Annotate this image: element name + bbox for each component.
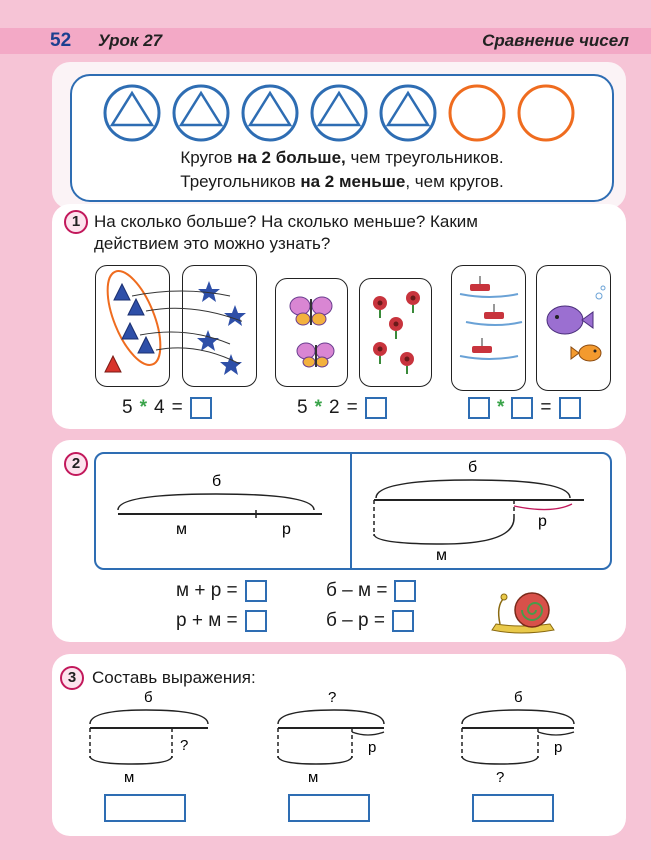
- task-1-number: 1: [64, 210, 88, 234]
- right-segment-diagram: [352, 454, 610, 568]
- lesson-title: Урок 27: [98, 31, 163, 50]
- fish-icon: [571, 345, 601, 361]
- matching-arrows: [132, 284, 242, 364]
- segment-diagram-1: [84, 686, 214, 786]
- snail-illustration: [490, 586, 556, 636]
- diagram-label-top: б: [514, 689, 523, 706]
- equation-r-plus-m: р + м =: [176, 610, 267, 632]
- intro-rule-box: [70, 74, 614, 202]
- task-1-text: На сколько больше? На сколько меньше? Каким действием это можно узнать?: [94, 212, 478, 253]
- answer-box[interactable]: [190, 397, 212, 419]
- butterflies-card: [275, 278, 348, 387]
- butterflies-illustration: [276, 279, 347, 386]
- flower-icon: [389, 317, 403, 339]
- diagram-label-bottom: м: [124, 769, 135, 786]
- butterfly-icon: [297, 343, 334, 367]
- boats-card: [451, 265, 526, 391]
- answer-box[interactable]: [511, 397, 533, 419]
- segment-diagram-3: [456, 686, 586, 786]
- flower-icon: [373, 296, 387, 318]
- task-2-panel: [52, 440, 626, 642]
- flower-icon: [400, 352, 414, 374]
- circle-with-triangle-5: [381, 86, 435, 140]
- answer-box[interactable]: [245, 580, 267, 602]
- diagram-label-bottom: ?: [496, 769, 505, 786]
- page-number: 52: [50, 30, 72, 51]
- diagram-label-r: р: [282, 521, 291, 538]
- fish-illustration: [537, 266, 610, 390]
- diagram-label-b: б: [468, 459, 478, 476]
- answer-box-1[interactable]: [104, 794, 186, 822]
- diagram-label-b: б: [212, 473, 222, 490]
- task-2-number: 2: [64, 452, 88, 476]
- red-triangle: [105, 356, 121, 372]
- segment-diagram-2: [272, 686, 402, 786]
- fish-icon: [547, 306, 593, 334]
- task-3-panel: [52, 654, 626, 836]
- circle-with-triangle-4: [312, 86, 366, 140]
- diagram-label-top: б: [144, 689, 153, 706]
- answer-box[interactable]: [468, 397, 490, 419]
- boats-illustration: [452, 266, 525, 390]
- diagram-label-m: м: [176, 521, 187, 538]
- empty-circle-1: [450, 86, 504, 140]
- left-segment-diagram: [96, 454, 350, 568]
- section-title: Сравнение чисел: [482, 31, 629, 50]
- flowers-illustration: [360, 279, 431, 386]
- answer-box[interactable]: [559, 397, 581, 419]
- boat-icon: [460, 338, 518, 359]
- boat-icon: [466, 304, 522, 325]
- diagram-label-r: р: [538, 513, 547, 530]
- answer-box[interactable]: [245, 610, 267, 632]
- task-3-number: 3: [60, 666, 84, 690]
- diagram-label-m: м: [436, 547, 447, 564]
- butterfly-icon: [290, 297, 332, 325]
- page-header: [0, 28, 651, 54]
- flower-icon: [406, 291, 420, 313]
- flowers-card: [359, 278, 432, 387]
- equation-b-minus-m: б – м =: [326, 580, 416, 602]
- blue-triangle: [114, 284, 130, 300]
- equation-b-minus-r: б – р =: [326, 610, 414, 632]
- task-3-title: Составь выражения:: [92, 668, 256, 687]
- circle-with-triangle-1: [105, 86, 159, 140]
- answer-box[interactable]: [392, 610, 414, 632]
- fish-card: [536, 265, 611, 391]
- diagram-label-right: р: [554, 739, 563, 756]
- diagram-label-right: р: [368, 739, 377, 756]
- answer-box-3[interactable]: [472, 794, 554, 822]
- answer-box[interactable]: [394, 580, 416, 602]
- expression-2: 5 * 2 =: [297, 397, 387, 419]
- empty-circle-2: [519, 86, 573, 140]
- circle-with-triangle-3: [243, 86, 297, 140]
- task-2-diagram-box: [94, 452, 612, 570]
- diagram-label-right: ?: [180, 737, 189, 754]
- intro-text-line-1: Кругов на 2 больше, чем треугольников.: [180, 148, 504, 167]
- diagram-label-bottom: м: [308, 769, 319, 786]
- boat-icon: [460, 276, 518, 297]
- equation-m-plus-r: м + р =: [176, 580, 267, 602]
- circle-with-triangle-2: [174, 86, 228, 140]
- intro-text-line-2: Треугольников на 2 меньше, чем кругов.: [180, 172, 504, 191]
- task-1-panel: [52, 204, 626, 429]
- flower-icon: [373, 342, 387, 364]
- answer-box-2[interactable]: [288, 794, 370, 822]
- intro-panel: [52, 62, 626, 209]
- circles-row: [72, 82, 612, 144]
- answer-box[interactable]: [365, 397, 387, 419]
- expression-3: * =: [468, 397, 581, 419]
- diagram-label-top: ?: [328, 689, 337, 706]
- expression-1: 5 * 4 =: [122, 397, 212, 419]
